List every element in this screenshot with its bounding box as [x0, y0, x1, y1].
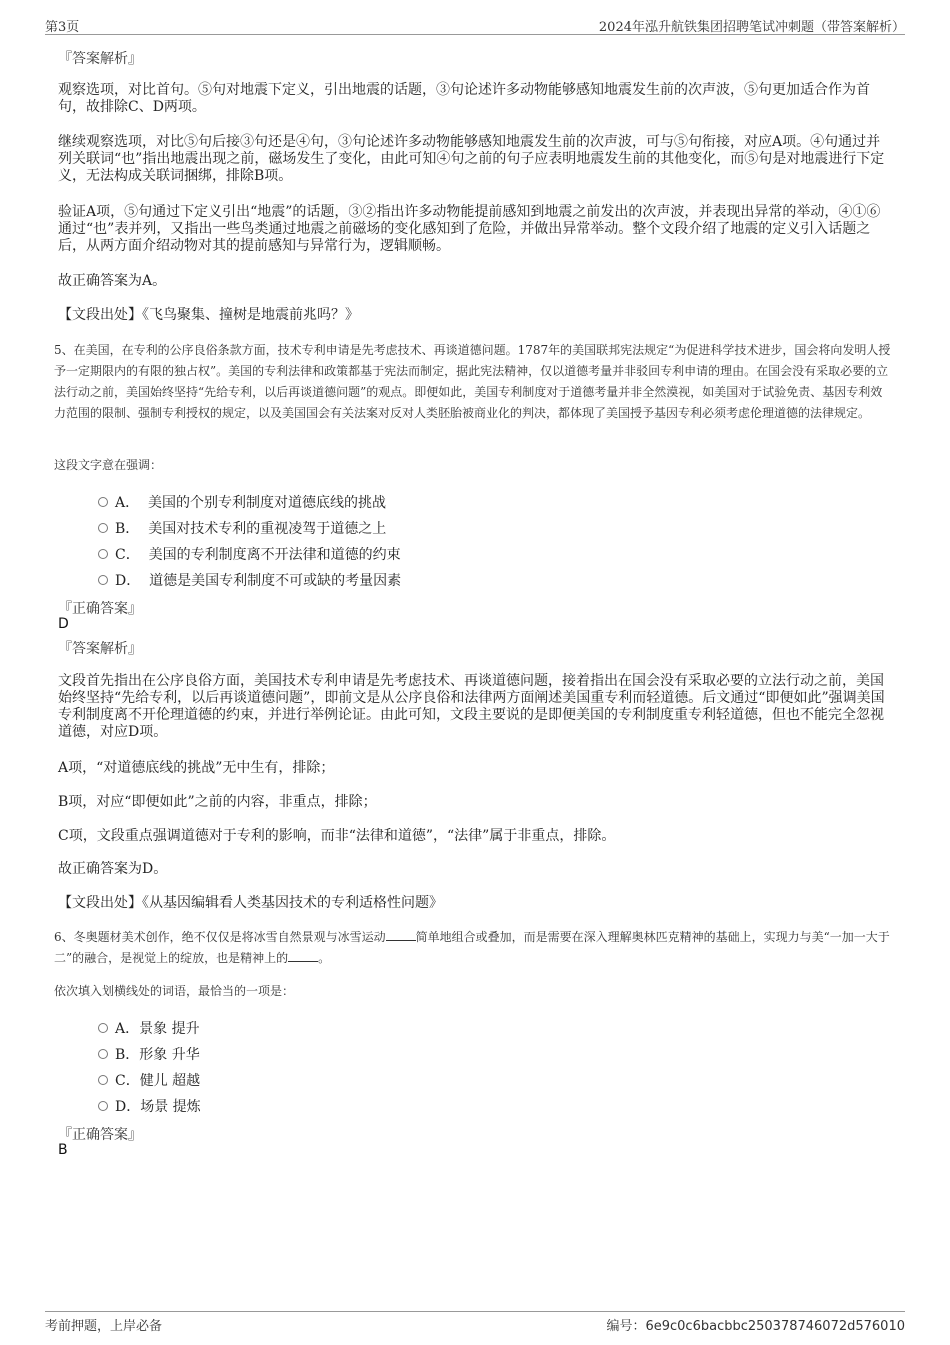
q5-stem: 5、在美国，在专利的公序良俗条款方面，技术专利申请是先考虑技术、再谈道德问题。1787年的美国联邦宪法规定“为促进科学技术进步，国会将向发明人授予一定期限内的有限的独占权”。美国的专利法律和政策都基于宪法而制定，据此宪法精神，仅以道德考量并非驳回专利申请的理由。在国会没有采取必要的立法行动之前，美国始终坚持“先给专利，以后再谈道德问题”的观点。即便如此，美国专利制度对于道德考量并非全然漠视，如美国对于试验免责、基因专利效力范围的限制、强制专利授权的规定，以及美国国会有关法案对反对人类胚胎被商业化的判决，都体现了美国授予基因专利必须考虑伦理道德的法律规定。 [54, 343, 891, 420]
page-header [45, 14, 905, 35]
q5-option-a[interactable]: A． 美国的个别专利制度对道德底线的挑战 [98, 492, 798, 512]
q4-analysis-label: 『答案解析』 [58, 51, 142, 67]
q4-source: 【文段出处】《飞鸟聚集、撞树是地震前兆吗？》 [58, 307, 359, 323]
q6-option-d[interactable]: D．场景 提炼 [98, 1096, 798, 1116]
q6-stem: 6、冬奥题材美术创作，绝不仅仅是将冰雪自然景观与冰雪运动 简单地组合或叠加，而是需要在深入理解奥林匹克精神的基础上，实现力与美“一加一大于二”的融合，是视觉上的绽放，也是精神上的 。 [54, 930, 890, 965]
q5-analysis-para4: C项，文段重点强调道德对于专利的影响，而非“法律和道德”，“法律”属于非重点，排除。 [58, 828, 616, 844]
document-title: 2024年泓升航铁集团招聘笔试冲刺题（带答案解析） [598, 20, 905, 35]
page-number: 第3页 [45, 20, 80, 35]
q5-source: 【文段出处】《从基因编辑看人类基因技术的专利适格性问题》 [58, 895, 443, 911]
q5-prompt: 这段文字意在强调： [54, 458, 163, 472]
radio-icon[interactable] [98, 1101, 108, 1111]
footer-code: 编号：6e9c0c6bacbbc250378746072d576010 [606, 1319, 905, 1334]
radio-icon[interactable] [98, 497, 108, 507]
radio-icon[interactable] [98, 575, 108, 585]
q5-analysis-para2: A项，“对道德底线的挑战”无中生有，排除； [58, 760, 335, 776]
blank-2 [288, 949, 318, 962]
q5-option-c[interactable]: C． 美国的专利制度离不开法律和道德的约束 [98, 544, 798, 564]
q5-analysis-para3: B项，对应“即便如此”之前的内容，非重点，排除； [58, 794, 377, 810]
q4-analysis-para3: 验证A项，⑤句通过下定义引出“地震”的话题，③②指出许多动物能提前感知到地震之前发出的次声波，并表现出异常的举动，④①⑥通过“也”表并列，又指出一些鸟类通过地震之前磁场的变化感知到了危险，并做出异常举动。整个文段介绍了地震的定义引入话题之后，从两方面介绍动物对其的提前感知与异常行为，逻辑顺畅。 [58, 204, 881, 254]
radio-icon[interactable] [98, 1023, 108, 1033]
q5-answer-label: 『正确答案』 [58, 601, 142, 617]
q5-conclusion: 故正确答案为D。 [58, 861, 168, 877]
q4-analysis-para2: 继续观察选项，对比⑤句后接③句还是④句，③句论述许多动物能够感知地震发生前的次声波，可与⑤句衔接，对应A项。④句通过并列关联词“也”指出地震出现之前，磁场发生了变化，由此可知④句之前的句子应表明地震发生前的其他变化，而⑤句是对地震进行下定义，无法构成关联词捆绑，排除B项。 [58, 134, 885, 184]
radio-icon[interactable] [98, 549, 108, 559]
q4-analysis-para1: 观察选项，对比首句。⑤句对地震下定义，引出地震的话题，③句论述许多动物能够感知地震发生前的次声波，⑤句更加适合作为首句，故排除C、D两项。 [58, 82, 870, 115]
page-footer [45, 1311, 905, 1334]
q6-prompt: 依次填入划横线处的词语，最恰当的一项是： [54, 984, 295, 998]
radio-icon[interactable] [98, 1075, 108, 1085]
q6-option-b[interactable]: B．形象 升华 [98, 1044, 798, 1064]
q6-option-a[interactable]: A．景象 提升 [98, 1018, 798, 1038]
radio-icon[interactable] [98, 1049, 108, 1059]
q5-analysis-label: 『答案解析』 [58, 641, 142, 657]
q6-answer-label: 『正确答案』 [58, 1127, 142, 1143]
q5-option-d[interactable]: D． 道德是美国专利制度不可或缺的考量因素 [98, 570, 798, 590]
q4-conclusion: 故正确答案为A。 [58, 273, 167, 289]
radio-icon[interactable] [98, 523, 108, 533]
q6-option-c[interactable]: C．健儿 超越 [98, 1070, 798, 1090]
q6-answer: B [58, 1142, 68, 1158]
q5-option-b[interactable]: B． 美国对技术专利的重视凌驾于道德之上 [98, 518, 798, 538]
blank-1 [386, 928, 416, 941]
q5-answer: D [58, 616, 69, 632]
q5-analysis-para1: 文段首先指出在公序良俗方面，美国技术专利申请是先考虑技术、再谈道德问题，接着指出在国会没有采取必要的立法行动之前，美国始终坚持“先给专利，以后再谈道德问题”，即前文是从公序良俗和法律两方面阐述美国重专利而轻道德。后文通过“即便如此”强调美国专利制度离不开伦理道德的约束，并进行举例论证。由此可知，文段主要说的是即便美国的专利制度重专利轻道德，但也不能完全忽视道德，对应D项。 [58, 673, 885, 740]
footer-slogan: 考前押题，上岸必备 [45, 1319, 163, 1334]
